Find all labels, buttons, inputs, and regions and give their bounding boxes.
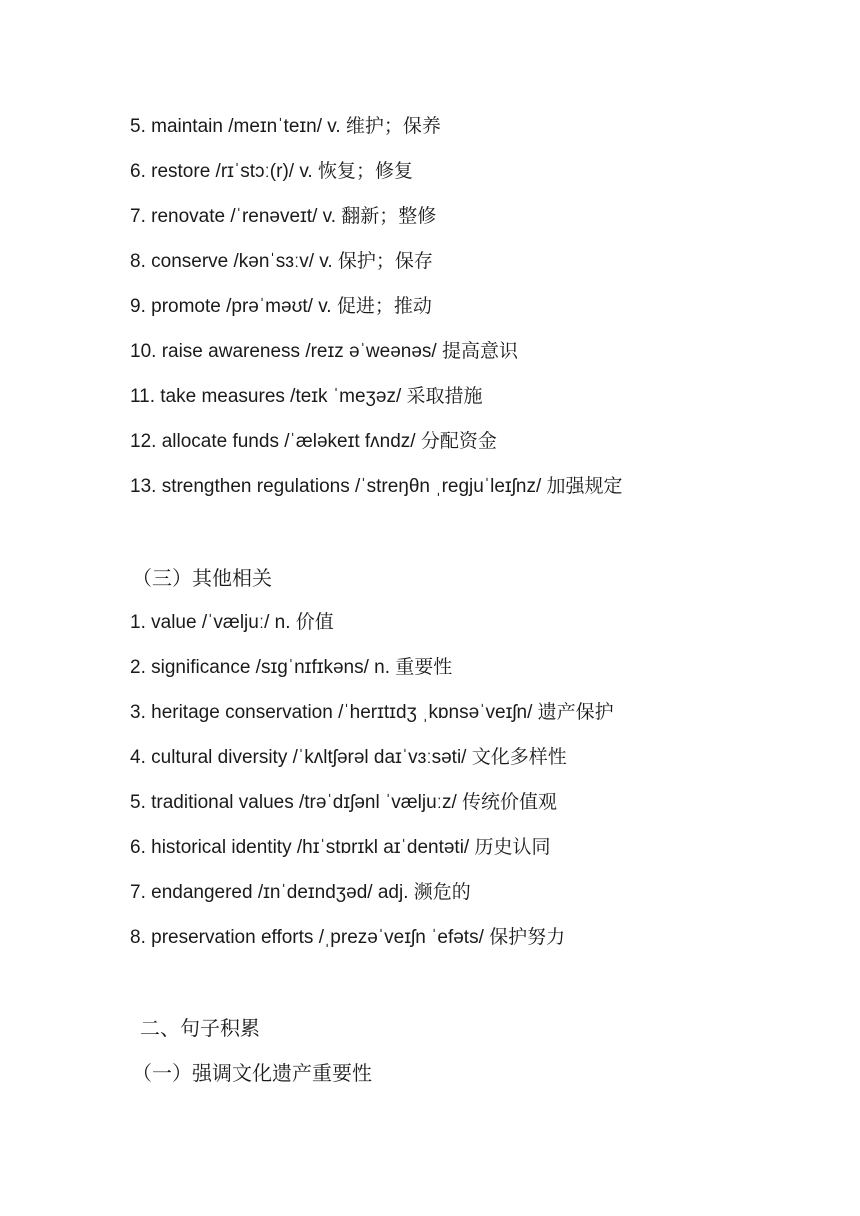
vocab-item: 13. strengthen regulations /ˈstreŋθn ˌreɡjuˈleɪʃnz/ 加强规定: [130, 476, 623, 497]
section-heading-sentences: 二、句子积累: [140, 1016, 260, 1040]
vocab-item: 9. promote /prəˈməʊt/ v. 促进；推动: [130, 296, 432, 317]
vocab-list-other: [130, 612, 614, 972]
section-heading-other: （三）其他相关: [132, 566, 272, 590]
vocab-item: 8. conserve /kənˈsɜːv/ v. 保护；保存: [130, 251, 433, 272]
vocab-item: 7. renovate /ˈrenəveɪt/ v. 翻新；整修: [130, 206, 437, 227]
vocab-item: 5. traditional values /trəˈdɪʃənl ˈvæljuːz/ 传统价值观: [130, 792, 558, 813]
vocab-item: 12. allocate funds /ˈæləkeɪt fʌndz/ 分配资金: [130, 431, 497, 452]
vocab-item: 3. heritage conservation /ˈherɪtɪdʒ ˌkɒnsəˈveɪʃn/ 遗产保护: [130, 702, 614, 723]
vocab-item: 5. maintain /meɪnˈteɪn/ v. 维护；保养: [130, 116, 441, 137]
vocab-item: 1. value /ˈvæljuː/ n. 价值: [130, 612, 334, 633]
vocab-item: 4. cultural diversity /ˈkʌltʃərəl daɪˈvɜːsəti/ 文化多样性: [130, 747, 567, 768]
vocab-item: 10. raise awareness /reɪz əˈweənəs/ 提高意识: [130, 341, 518, 362]
vocab-item: 8. preservation efforts /ˌprezəˈveɪʃn ˈefəts/ 保护努力: [130, 927, 566, 948]
vocab-item: 7. endangered /ɪnˈdeɪndʒəd/ adj. 濒危的: [130, 882, 471, 903]
vocab-item: 6. historical identity /hɪˈstɒrɪkl aɪˈdentəti/ 历史认同: [130, 837, 551, 858]
vocab-item: 2. significance /sɪɡˈnɪfɪkəns/ n. 重要性: [130, 657, 453, 678]
vocab-list-actions: [130, 116, 623, 521]
vocab-item: 11. take measures /teɪk ˈmeʒəz/ 采取措施: [130, 386, 483, 407]
vocab-item: 6. restore /rɪˈstɔː(r)/ v. 恢复；修复: [130, 161, 413, 182]
section-heading-emphasis: （一）强调文化遗产重要性: [132, 1061, 372, 1085]
